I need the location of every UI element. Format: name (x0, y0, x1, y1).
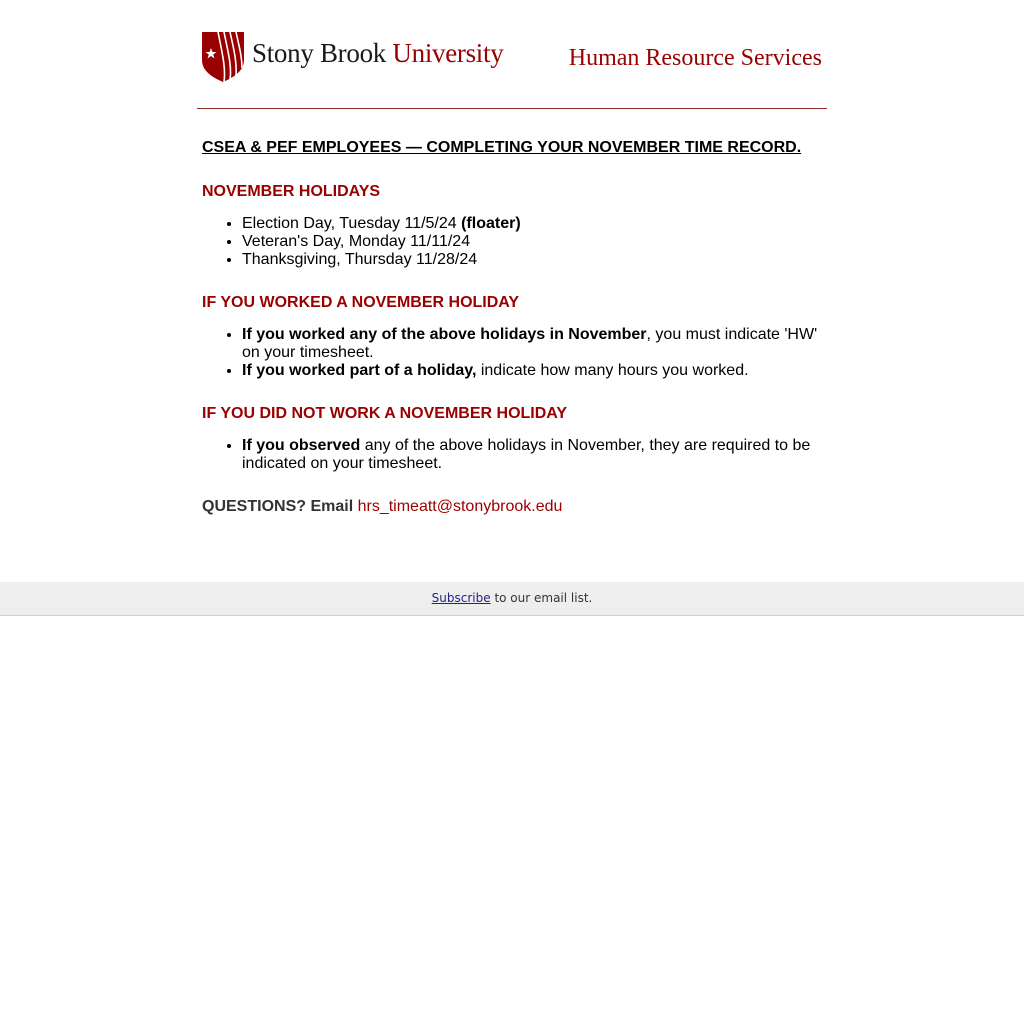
email-container (197, 0, 827, 517)
holidays-list (202, 215, 822, 269)
logo-stony-brook: Stony Brook (252, 37, 386, 68)
shield-logo-icon (202, 32, 244, 82)
list-item: • If you worked part of a holiday, indicate how many hours you worked. (242, 362, 822, 380)
email-body (197, 138, 827, 517)
list-item: • If you observed any of the above holidays in November, they are required to be indicated on your timesheet. (242, 437, 822, 473)
department-title: Human Resource Services (568, 45, 822, 71)
list-item: • Election Day, Tuesday 11/5/24 (floater) (242, 215, 822, 233)
holidays-heading: NOVEMBER HOLIDAYS (202, 183, 381, 200)
footer-bar (0, 582, 1024, 616)
questions-line (202, 497, 822, 517)
university-logo[interactable] (202, 32, 503, 82)
not-worked-heading: IF YOU DID NOT WORK A NOVEMBER HOLIDAY (202, 405, 568, 422)
worked-heading: IF YOU WORKED A NOVEMBER HOLIDAY (202, 294, 520, 311)
questions-label: QUESTIONS? Email (202, 498, 354, 515)
email-link[interactable]: hrs_timeatt@stonybrook.edu (357, 498, 563, 515)
not-worked-list (202, 437, 822, 473)
page-title: CSEA & PEF EMPLOYEES — COMPLETING YOUR NOVEMBER TIME RECORD. (202, 139, 802, 156)
header (197, 0, 827, 109)
list-item: • If you worked any of the above holidays in November, you must indicate 'HW' on your timesheet. (242, 326, 822, 362)
list-item: • Veteran's Day, Monday 11/11/24 (242, 233, 822, 251)
subscribe-link[interactable]: Subscribe (431, 591, 491, 605)
logo-university: University (392, 37, 504, 68)
list-item: • Thanksgiving, Thursday 11/28/24 (242, 251, 822, 269)
logo-wordmark (252, 37, 504, 68)
subscribe-text: to our email list. (490, 591, 593, 605)
worked-list (202, 326, 822, 380)
